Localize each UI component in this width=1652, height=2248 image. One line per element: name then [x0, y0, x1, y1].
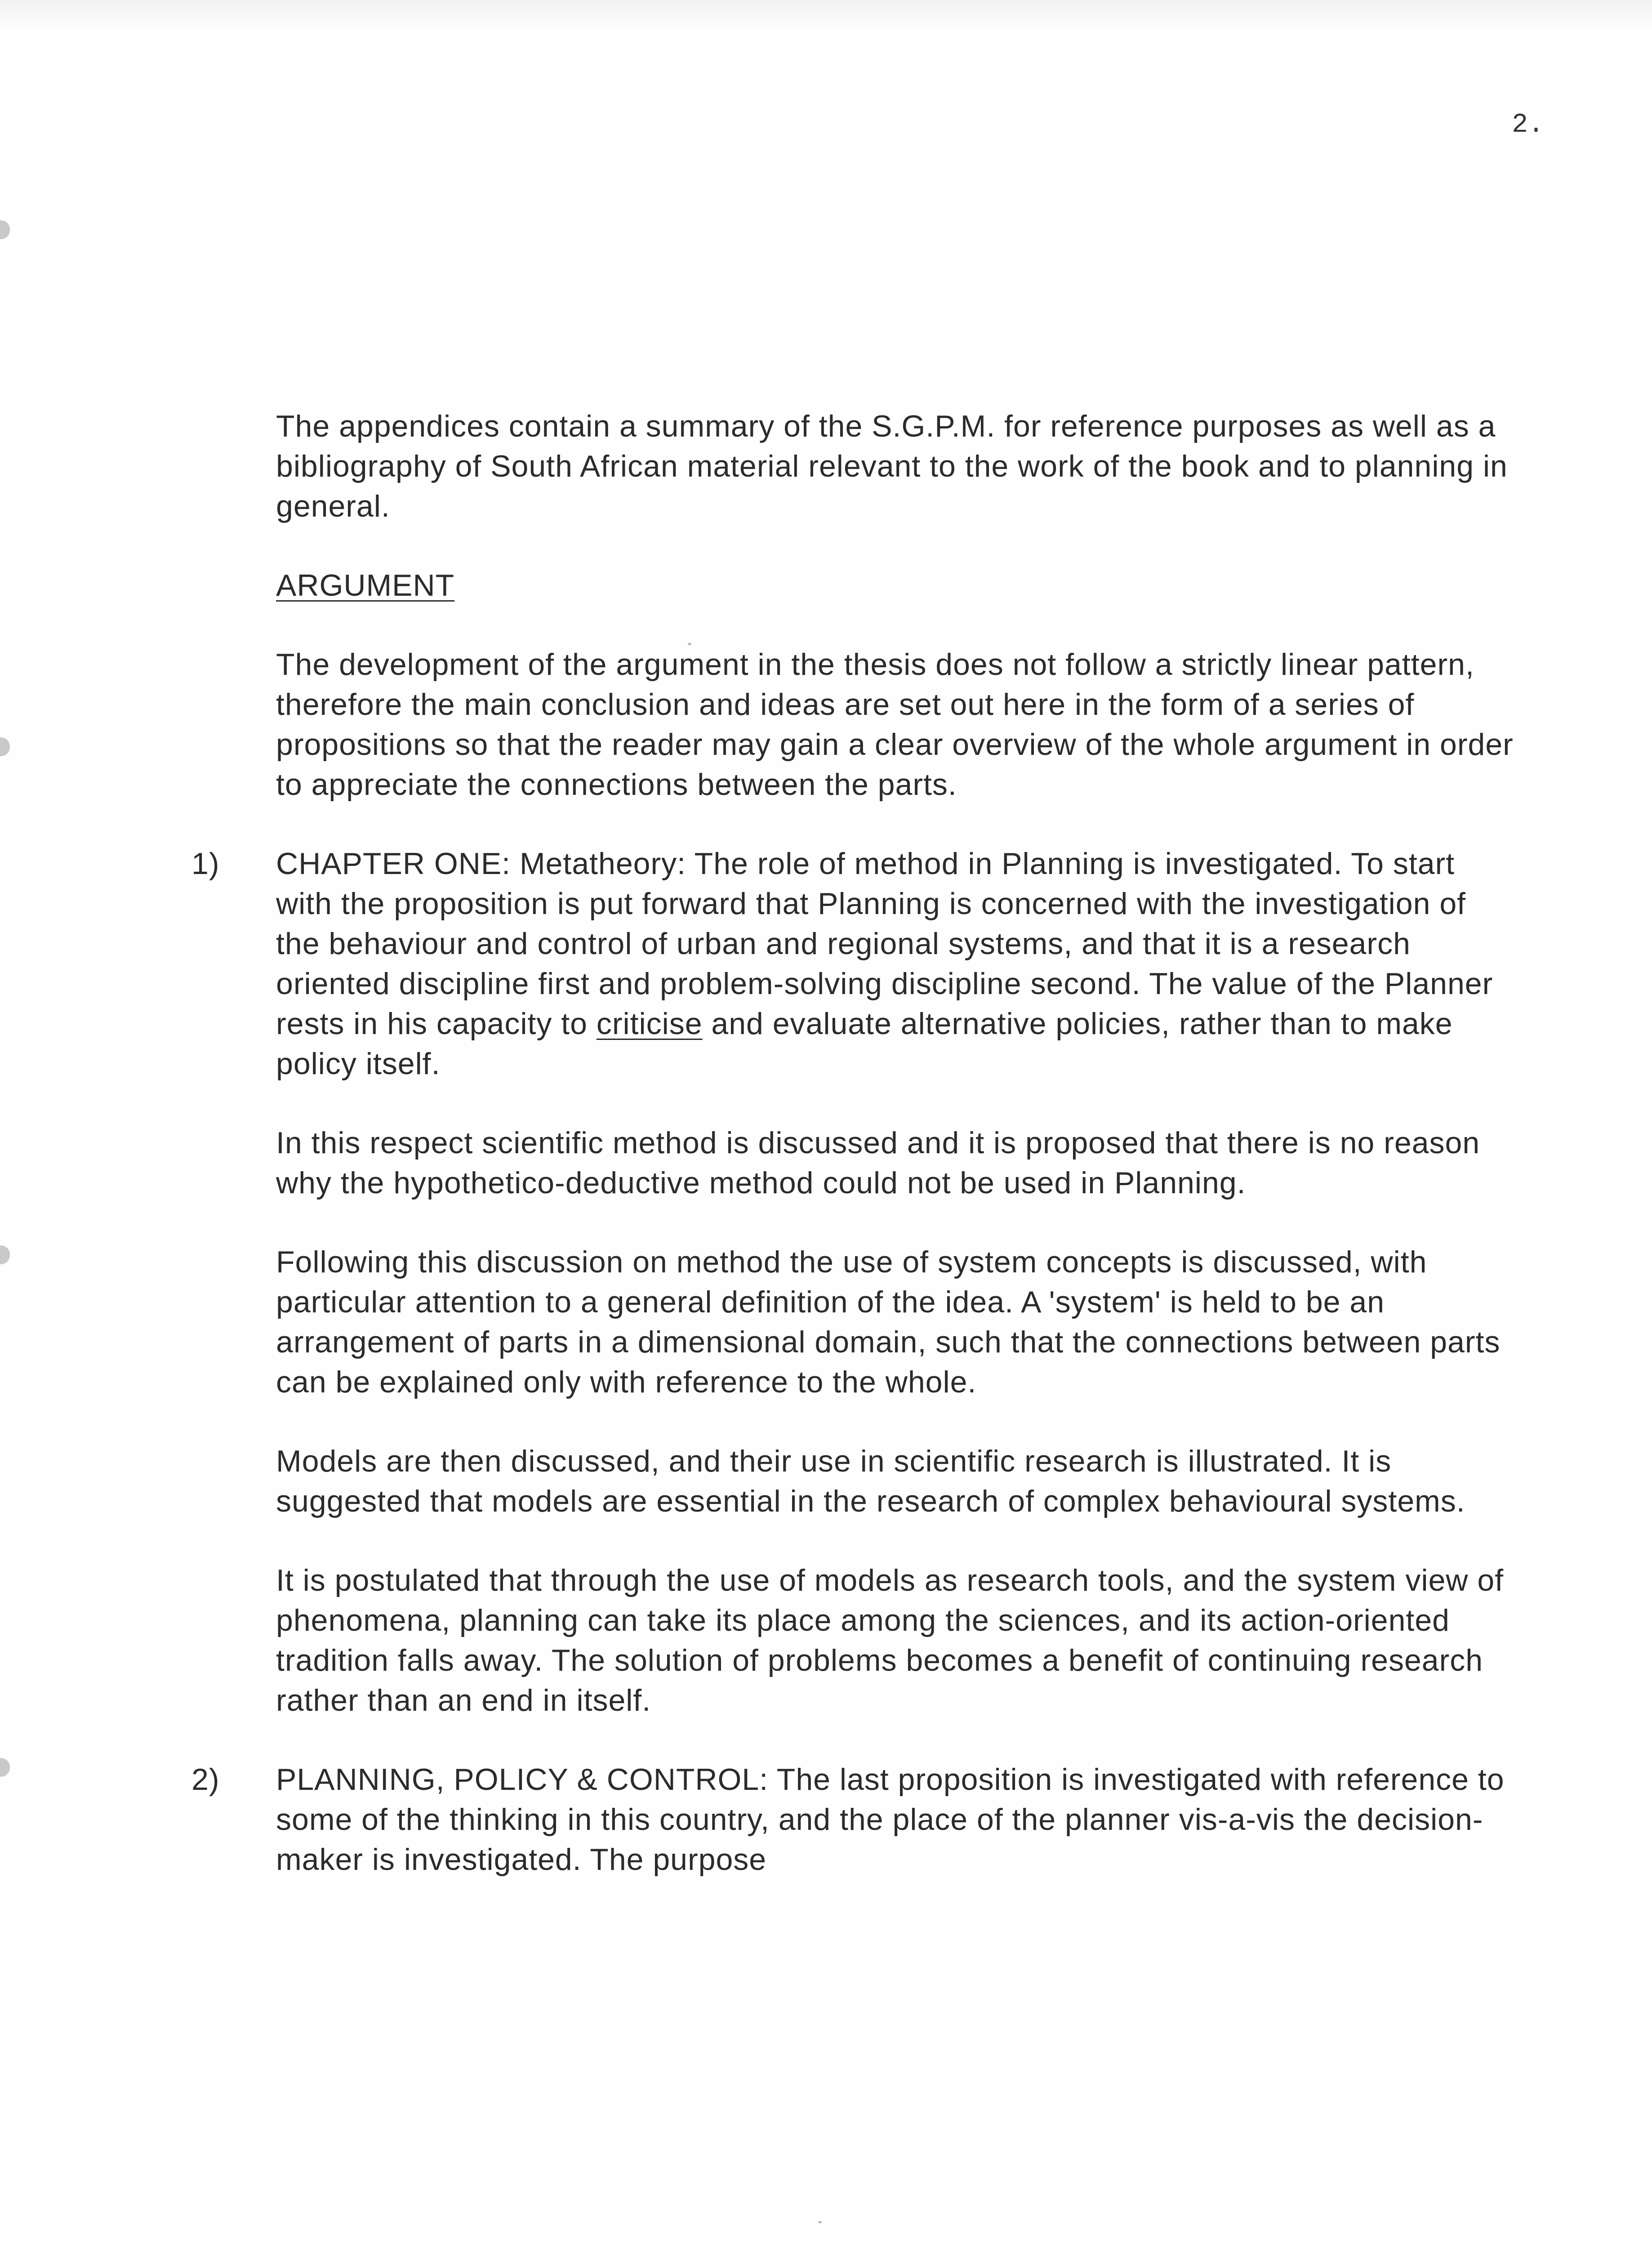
- punch-hole: [0, 220, 10, 239]
- scientific-method-paragraph: In this respect scientific method is discussed and it is proposed that there is no reason why the hypothetico-deductive method could not be used in Planning.: [276, 1126, 1480, 1200]
- chapter-one-item: [191, 844, 1517, 1084]
- page-number: 2.: [1511, 110, 1544, 140]
- scan-top-shadow: [0, 0, 1652, 31]
- models-paragraph: Models are then discussed, and their use in scientific research is illustrated. It is suggested that models are essential in the research of complex behavioural systems.: [276, 1444, 1465, 1518]
- underlined-word: criticise: [596, 1007, 703, 1041]
- punch-hole: [0, 737, 10, 756]
- appendices-paragraph: The appendices contain a summary of the S.G.P.M. for reference purposes as well as a bibliography of South African material relevant to the work of the book and to planning in general.: [276, 409, 1508, 523]
- punch-hole: [0, 1758, 10, 1777]
- section-heading-argument: ARGUMENT: [276, 568, 455, 602]
- chapter-two-text: PLANNING, POLICY & CONTROL: The last proposition is investigated with reference to some of the thinking in this country, and the place of the planner vis-a-vis the decision-maker is investigated. The purpose: [276, 1762, 1505, 1877]
- chapter-two-item: [191, 1760, 1517, 1880]
- argument-intro-paragraph: The development of the argument in the thesis does not follow a strictly linear pattern, therefore the main conclusion and ideas are set out here in the form of a series of propositions so that the reader may gain a clear overview of the whole argument in order to appreciate the connections between the parts.: [276, 647, 1514, 802]
- list-number: 2): [191, 1762, 220, 1797]
- list-number: 1): [191, 847, 220, 881]
- chapter-one-text-start: CHAPTER ONE: Metatheory: The role of method in Planning is investigated. To start with the proposition is put forward that Planning is concerned with the investigation of the behaviour and control of urban and regional systems, and that it is a research oriented discipline first and problem-solving discipline second. The value of the Planner rests in his capacity to: [276, 847, 1493, 1041]
- document-body: [191, 406, 1517, 1919]
- chapter-one-text-end: and evaluate alternative policies, rather than to make policy itself.: [276, 1007, 1453, 1081]
- postulate-paragraph: It is postulated that through the use of models as research tools, and the system view of phenomena, planning can take its place among the sciences, and its action-oriented tradition falls away. The solution of problems becomes a benefit of continuing research rather than an end in itself.: [276, 1563, 1504, 1717]
- system-concepts-paragraph: Following this discussion on method the use of system concepts is discussed, with particular attention to a general definition of the idea. A 'system' is held to be an arrangement of parts in a dimensional domain, such that the connections between parts can be explained only with reference to the whole.: [276, 1245, 1501, 1399]
- punch-hole: [0, 1245, 10, 1264]
- scan-speck: [818, 2221, 822, 2223]
